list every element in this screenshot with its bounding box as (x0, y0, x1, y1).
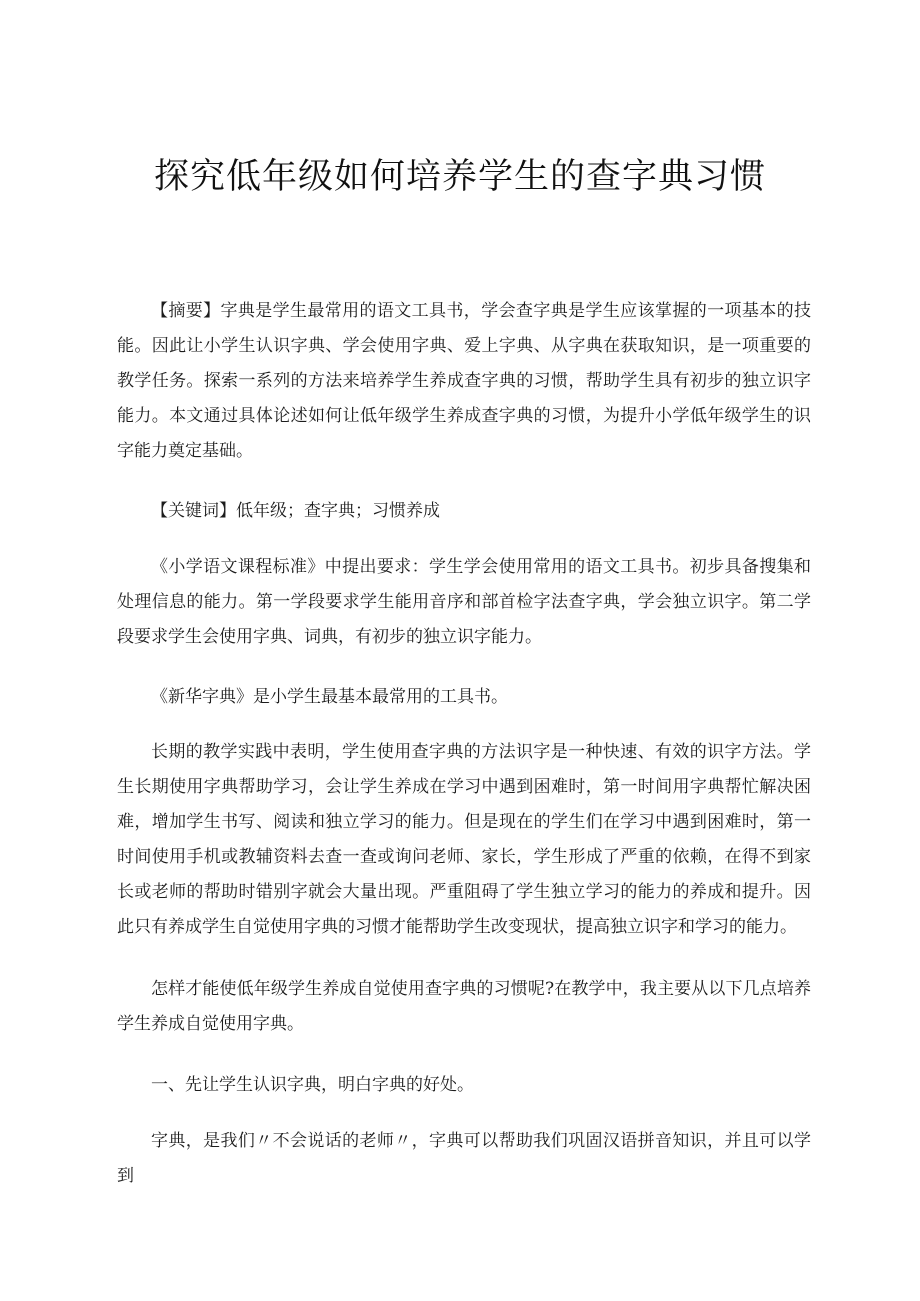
document-title: 探究低年级如何培养学生的查字典习惯 (153, 157, 766, 197)
question-paragraph: 怎样才能使低年级学生养成自觉使用查字典的习惯呢?在教学中，我主要从以下几点培养学生养成自觉使用字典。 (117, 979, 811, 1034)
xinhua-dictionary-paragraph: 《新华字典》是小学生最基本最常用的工具书。 (151, 687, 508, 707)
dictionary-intro-paragraph: 字典，是我们〃不会说话的老师〃，字典可以帮助我们巩固汉语拼音知识，并且可以学到 (117, 1131, 811, 1186)
abstract-label: 【摘要】 (151, 301, 221, 321)
teaching-practice-paragraph: 长期的教学实践中表明，学生使用查字典的方法识字是一种快速、有效的识字方法。学生长期使用字典帮助学习，会让学生养成在学习中遇到困难时，第一时间用字典帮忙解决困难，增加学生书写、阅读和独立学习的能力。但是现在的学生们在学习中遇到困难时，第一时间使用手机或教辅资料去查一查或询问老师、家长，学生形成了严重的依赖，在得不到家长或老师的帮助时错别字就会大量出现。严重阻碍了学生独立学习的能力的养成和提升。因此只有养成学生自觉使用字典的习惯才能帮助学生改变现状，提高独立识字和学习的能力。 (117, 742, 811, 937)
abstract-text: 字典是学生最常用的语文工具书，学会查字典是学生应该掌握的一项基本的技能。因此让小学生认识字典、学会使用字典、爱上字典、从字典在获取知识，是一项重要的教学任务。探索一系列的方法来培养学生养成查字典的习惯，帮助学生具有初步的独立识字能力。本文通过具体论述如何让低年级学生养成查字典的习惯，为提升小学低年级学生的识字能力奠定基础。 (117, 301, 812, 461)
keywords-paragraph (117, 494, 811, 529)
curriculum-standard-paragraph: 《小学语文课程标准》中提出要求：学生学会使用常用的语文工具书。初步具备搜集和处理信息的能力。第一学段要求学生能用音序和部首检字法查字典，学会独立识字。第二学段要求学生会使用字典、词典，有初步的独立识字能力。 (117, 557, 811, 647)
keywords-label: 【关键词】 (151, 501, 236, 521)
keywords-text: 低年级；查字典；习惯养成 (236, 501, 440, 521)
abstract-paragraph (117, 294, 811, 469)
section-heading-1: 一、先让学生认识字典，明白字典的好处。 (151, 1075, 474, 1095)
